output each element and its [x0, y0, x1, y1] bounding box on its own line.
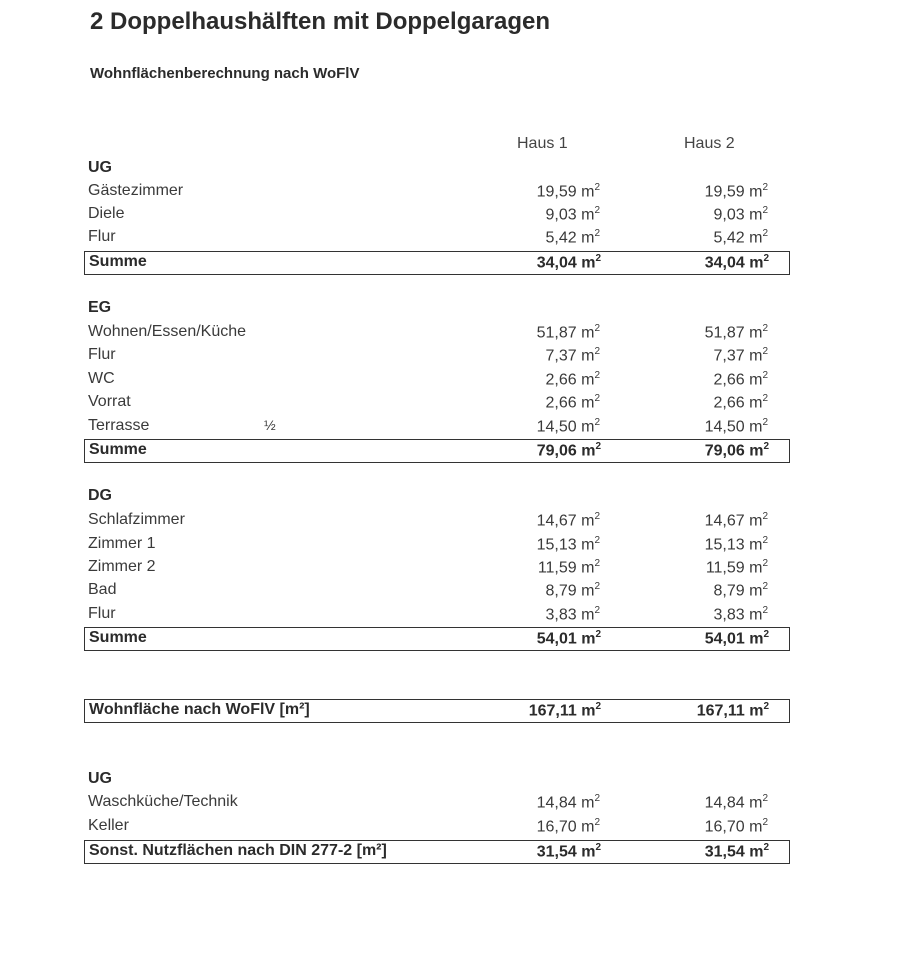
room-label: Wohnen/Essen/Küche	[88, 323, 247, 340]
unit-exponent: 2	[762, 228, 768, 239]
haus-1-area: 2,66 $m^2$	[545, 393, 600, 412]
document-subtitle: Wohnflächenberechnung nach WoFlV	[90, 65, 360, 82]
haus-1-sum: 34,04 $m^2$	[536, 253, 601, 272]
haus-1-sum: 31,54 $m^2$	[536, 842, 601, 861]
unit-exponent: 2	[762, 346, 768, 357]
unit-exponent: 2	[594, 205, 600, 216]
unit-exponent: 2	[595, 701, 601, 712]
section-heading	[84, 157, 790, 181]
haus-2-area: 3,83 $m^2$	[713, 605, 768, 624]
table-row	[84, 226, 790, 250]
unit-exponent: 2	[595, 842, 601, 853]
haus-1-area: 19,59 $m^2$	[536, 182, 600, 201]
room-label: Flur	[88, 346, 116, 363]
unit-exponent: 2	[594, 346, 600, 357]
table-row	[84, 556, 790, 580]
section-heading	[84, 768, 790, 792]
room-label: Flur	[88, 605, 116, 622]
haus-2-area: 51,87 $m^2$	[704, 323, 768, 342]
section-heading-label: UG	[88, 159, 112, 176]
haus-1-area: 14,67 $m^2$	[536, 511, 600, 530]
room-label: Terrasse	[88, 417, 150, 434]
haus-2-area: 16,70 $m^2$	[704, 817, 768, 836]
sum-label: Summe	[89, 629, 147, 646]
haus-1-sum: 54,01 $m^2$	[536, 629, 601, 648]
unit-exponent: 2	[763, 253, 769, 264]
sum-row	[84, 627, 790, 651]
unit-exponent: 2	[762, 205, 768, 216]
haus-1-area: 16,70 $m^2$	[536, 817, 600, 836]
sum-label: Summe	[89, 441, 147, 458]
unit-exponent: 2	[762, 417, 768, 428]
section-heading-label: UG	[88, 770, 112, 787]
haus-1-area: 51,87 $m^2$	[536, 323, 600, 342]
room-label: Keller	[88, 817, 129, 834]
haus-2-area: 11,59 $m^2$	[705, 558, 768, 577]
unit-exponent: 2	[594, 182, 600, 193]
haus-2-area: 2,66 $m^2$	[713, 370, 768, 389]
table-row	[84, 415, 790, 439]
unit-exponent: 2	[594, 511, 600, 522]
haus-1-area: 11,59 $m^2$	[537, 558, 600, 577]
sum-label: Wohnfläche nach WoFlV [m²]	[89, 701, 310, 718]
room-label: Zimmer 1	[88, 535, 156, 552]
room-label: Vorrat	[88, 393, 131, 410]
unit-exponent: 2	[594, 370, 600, 381]
haus-2-area: 14,84 $m^2$	[704, 793, 768, 812]
haus-1-area: 14,84 $m^2$	[536, 793, 600, 812]
haus-2-sum: 79,06 $m^2$	[704, 441, 769, 460]
table-row	[84, 791, 790, 815]
room-label: Diele	[88, 205, 125, 222]
room-label: WC	[88, 370, 115, 387]
table-row	[84, 509, 790, 533]
sum-label: Summe	[89, 253, 147, 270]
table-row	[84, 321, 790, 345]
section-heading-label: EG	[88, 299, 112, 316]
table-row	[84, 180, 790, 204]
unit-exponent: 2	[595, 253, 601, 264]
sum-row	[84, 251, 790, 275]
unit-exponent: 2	[762, 182, 768, 193]
unit-exponent: 2	[594, 558, 600, 569]
unit-exponent: 2	[762, 581, 768, 592]
table-row	[84, 203, 790, 227]
haus-2-sum: 167,11 $m^2$	[696, 701, 769, 720]
column-header-haus-2: Haus 2	[684, 135, 735, 152]
unit-exponent: 2	[595, 441, 601, 452]
section-heading	[84, 297, 790, 321]
sum-row	[84, 840, 790, 864]
unit-exponent: 2	[762, 793, 768, 804]
unit-exponent: 2	[594, 417, 600, 428]
haus-1-area: 15,13 $m^2$	[536, 535, 600, 554]
haus-1-area: 5,42 $m^2$	[545, 228, 600, 247]
haus-2-area: 8,79 $m^2$	[713, 581, 768, 600]
haus-2-area: 14,50 $m^2$	[704, 417, 768, 436]
unit-exponent: 2	[762, 817, 768, 828]
unit-exponent: 2	[762, 323, 768, 334]
section-heading-label: DG	[88, 487, 112, 504]
table-row	[84, 603, 790, 627]
document-title: 2 Doppelhaushälften mit Doppelgaragen	[90, 8, 551, 35]
haus-1-area: 8,79 $m^2$	[545, 581, 600, 600]
unit-exponent: 2	[762, 370, 768, 381]
unit-exponent: 2	[595, 629, 601, 640]
haus-1-area: 3,83 $m^2$	[545, 605, 600, 624]
table-row	[84, 368, 790, 392]
room-label: Zimmer 2	[88, 558, 156, 575]
unit-exponent: 2	[762, 511, 768, 522]
unit-exponent: 2	[763, 842, 769, 853]
table-row	[84, 815, 790, 839]
table-row	[84, 344, 790, 368]
table-row	[84, 533, 790, 557]
room-label: Gästezimmer	[88, 182, 184, 199]
haus-2-area: 15,13 $m^2$	[704, 535, 768, 554]
section-heading	[84, 485, 790, 509]
haus-1-area: 7,37 $m^2$	[545, 346, 600, 365]
room-label: Flur	[88, 228, 116, 245]
haus-2-area: 7,37 $m^2$	[713, 346, 768, 365]
sum-row	[84, 699, 790, 723]
haus-2-area: 5,42 $m^2$	[713, 228, 768, 247]
room-label: Waschküche/Technik	[88, 793, 238, 810]
column-header-haus-1: Haus 1	[517, 135, 568, 152]
table-row	[84, 579, 790, 603]
unit-exponent: 2	[594, 228, 600, 239]
haus-2-sum: 34,04 $m^2$	[704, 253, 769, 272]
haus-2-sum: 31,54 $m^2$	[704, 842, 769, 861]
unit-exponent: 2	[594, 323, 600, 334]
unit-exponent: 2	[594, 581, 600, 592]
unit-exponent: 2	[763, 701, 769, 712]
unit-exponent: 2	[594, 817, 600, 828]
unit-exponent: 2	[762, 605, 768, 616]
table-row	[84, 391, 790, 415]
unit-exponent: 2	[763, 629, 769, 640]
haus-2-area: 9,03 $m^2$	[713, 205, 768, 224]
area-factor: ½	[264, 417, 276, 433]
unit-exponent: 2	[762, 535, 768, 546]
haus-2-sum: 54,01 $m^2$	[704, 629, 769, 648]
sum-row	[84, 439, 790, 463]
unit-exponent: 2	[594, 605, 600, 616]
unit-exponent: 2	[762, 393, 768, 404]
unit-exponent: 2	[594, 393, 600, 404]
haus-2-area: 2,66 $m^2$	[713, 393, 768, 412]
unit-exponent: 2	[762, 558, 768, 569]
haus-1-sum: 167,11 $m^2$	[528, 701, 601, 720]
unit-exponent: 2	[594, 535, 600, 546]
haus-1-area: 14,50 $m^2$	[536, 417, 600, 436]
haus-2-area: 14,67 $m^2$	[704, 511, 768, 530]
haus-1-area: 9,03 $m^2$	[545, 205, 600, 224]
haus-1-sum: 79,06 $m^2$	[536, 441, 601, 460]
room-label: Bad	[88, 581, 117, 598]
room-label: Schlafzimmer	[88, 511, 185, 528]
haus-1-area: 2,66 $m^2$	[545, 370, 600, 389]
haus-2-area: 19,59 $m^2$	[704, 182, 768, 201]
unit-exponent: 2	[594, 793, 600, 804]
unit-exponent: 2	[763, 441, 769, 452]
sum-label: Sonst. Nutzflächen nach DIN 277-2 [m²]	[89, 842, 387, 859]
